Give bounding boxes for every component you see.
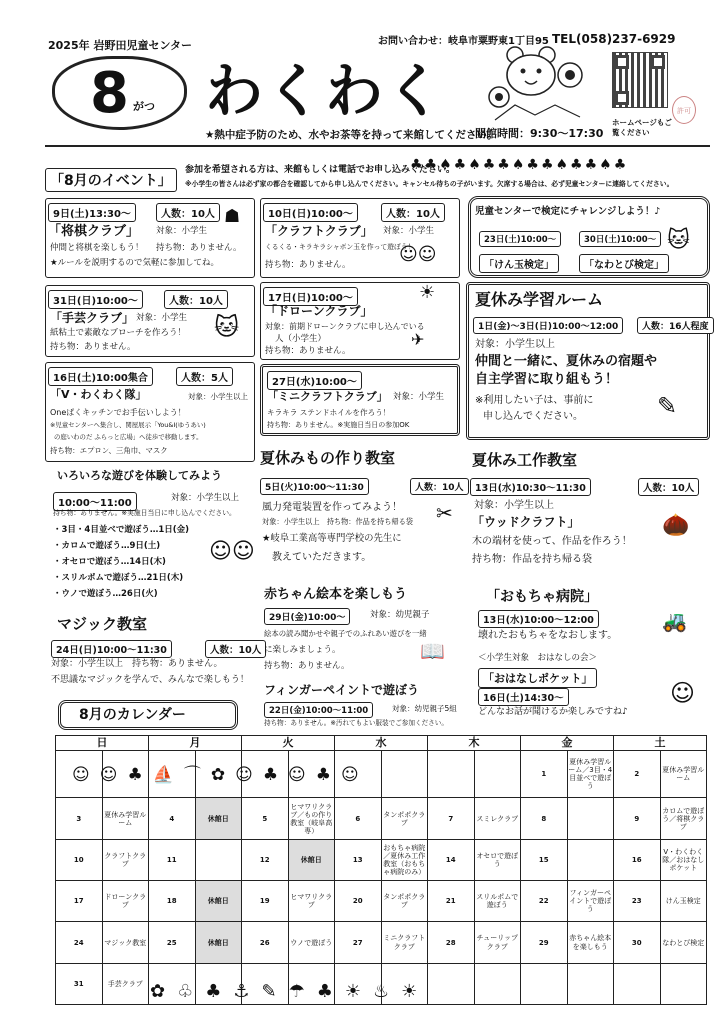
calendar-day-events: おもちゃ病院／夏休み工作教室（おもちゃ病院のみ）	[381, 839, 428, 880]
craft-date: 10日(日)10:00～	[263, 203, 358, 222]
volunteer-target: 対象：小学生以上	[188, 392, 248, 401]
skill-test-title: 児童センターで検定にチャレンジしよう！♪	[475, 206, 661, 217]
calendar-day-number: 16	[614, 839, 661, 880]
calendar-day-number: 20	[335, 881, 382, 922]
kids-playing-icon: ☺☺	[209, 539, 255, 564]
calendar-day-number	[428, 963, 475, 1004]
handcraft-line-2: 持ち物：ありません。	[50, 342, 136, 352]
calendar-day-number: 1	[521, 751, 568, 798]
play-heading: いろいろな遊びを体験してみよう	[57, 469, 222, 482]
mini-craft-title: 「ミニクラフトクラブ」	[267, 390, 388, 403]
study-room-line-1: 仲間と一緒に、夏休みの宿題や	[475, 354, 658, 369]
craft-class-card	[260, 446, 464, 576]
scissors-icon: ✂	[436, 501, 453, 525]
calendar-day-events: なわとび検定	[660, 922, 707, 963]
calendar-day-number: 30	[614, 922, 661, 963]
header-divider	[45, 145, 710, 147]
calendar-bottom-illustrations: ✿♧♣⚓✎☂♣☀♨☀	[150, 981, 430, 1002]
picture-book-card	[260, 584, 460, 680]
calendar-day-events: クラフトクラブ	[102, 839, 149, 880]
calendar-day-events: けん玉検定	[660, 881, 707, 922]
calendar-day-events	[474, 963, 521, 1004]
study-room-target: 対象：小学生以上	[475, 339, 555, 350]
shogi-capacity: 人数：10人	[156, 203, 220, 222]
study-room-line-2: 自主学習に取り組もう！	[475, 372, 619, 387]
picture-book-date: 29日(金)10:00～	[264, 608, 350, 625]
magic-line-1: 対象：小学生以上 持ち物：ありません。	[51, 659, 223, 669]
study-room-card	[466, 282, 710, 440]
calendar-day-events: ミニクラフトクラブ	[381, 922, 428, 963]
finger-paint-line-1: 持ち物：ありません。※汚れてもよい服装でご参加ください。	[264, 719, 448, 727]
calendar-day-events: 休館日	[288, 839, 335, 880]
story-pocket-title: 「おはなしポケット」	[478, 668, 597, 688]
calendar-day-events: タンポポクラブ	[381, 798, 428, 839]
handcraft-title: 「手芸クラブ」	[50, 311, 135, 325]
calendar-day-events: 休館日	[195, 798, 242, 839]
stamp-text: 許可	[677, 107, 691, 115]
calendar-day-number: 10	[56, 839, 103, 880]
play-item-1: ・3目・4目並べで遊ぼう…1日(金)	[53, 525, 190, 535]
craft-capacity: 人数：10人	[381, 203, 445, 222]
jumprope-date: 30日(土)10:00～	[579, 231, 661, 247]
weekday-mon: 月	[149, 736, 242, 751]
toy-hospital-date: 13日(水)10:00～12:00	[478, 610, 599, 628]
calendar-day-events	[474, 751, 521, 798]
play-time: 10:00～11:00	[53, 492, 137, 511]
drone-line-2: 人（小学生）	[275, 334, 327, 344]
study-room-date: 1日(金)～3日(日)10:00～12:00	[473, 317, 623, 334]
cat-face-icon: 🐱	[214, 313, 240, 341]
calendar-day-number	[428, 751, 475, 798]
toy-hospital-card	[466, 588, 710, 644]
year-center: 2025年 岩野田児童センター	[48, 39, 193, 52]
intro-line-1: 参加を希望される方は、来館もしくは電話でお申し込みください。	[185, 165, 456, 175]
calendar-day-events: V・わくわく隊／おはなしポケット	[660, 839, 707, 880]
calendar-day-events: マジック教室	[102, 922, 149, 963]
study-room-line-4: 申し込んでください。	[483, 411, 583, 422]
play-item-2: ・カロムで遊ぼう…9日(土)	[53, 541, 161, 551]
magic-heading: マジック教室	[57, 615, 148, 633]
picture-book-line-3: 持ち物：ありません。	[264, 661, 350, 671]
volunteer-title: 「V・わくわく隊」	[50, 388, 147, 401]
kids-reading-icon: ☺	[670, 679, 696, 707]
month-number: 8	[90, 61, 129, 126]
calendar-day-number: 14	[428, 839, 475, 880]
calendar-day-number: 13	[335, 839, 382, 880]
craft-class-heading: 夏休みもの作り教室	[260, 449, 396, 467]
craft-line-2: 持ち物：ありません。	[265, 260, 351, 270]
craft-class-date: 5日(火)10:00～11:30	[260, 478, 369, 495]
story-pocket-line-1: どんなお話が聞けるか楽しみですね♪	[478, 707, 628, 717]
calendar-day-number: 15	[521, 839, 568, 880]
shogi-title: 「将棋クラブ」	[48, 224, 140, 239]
intro-line-2: ※小学生の皆さんは必ず家の都合を確認してから申し込んでください。キャンセル待ちの子がいます。欠席する場合は、必ず児童センターに連絡してください。	[185, 180, 674, 188]
woodcraft-heading: 夏休み工作教室	[472, 451, 578, 469]
weekday-sun: 日	[56, 736, 149, 751]
calendar-day-events	[567, 798, 614, 839]
skill-test-card	[468, 196, 710, 278]
picture-book-target: 対象：幼児親子	[370, 610, 430, 620]
mini-craft-target: 対象：小学生	[393, 392, 445, 402]
play-item-5: ・ウノで遊ぼう…26日(火)	[53, 589, 158, 599]
craft-class-capacity: 人数：10人	[410, 478, 469, 495]
handcraft-date: 31日(日)10:00～	[48, 290, 143, 309]
calendar-day-events: 手芸クラブ	[102, 963, 149, 1004]
calendar-week-row	[56, 881, 707, 922]
calendar-day-number: 24	[56, 922, 103, 963]
newsletter-title: わくわく	[205, 57, 446, 125]
magic-line-2: 不思議なマジックを学んで、みんなで楽しもう！	[51, 675, 249, 685]
calendar-day-number	[521, 963, 568, 1004]
volunteer-line-2: ※児童センターへ集合し、関屋展示「You&I(ゆうあい)	[50, 421, 206, 429]
calendar-day-number: 28	[428, 922, 475, 963]
weekday-wed: 水	[335, 736, 428, 751]
calendar-day-events	[567, 963, 614, 1004]
contact-address: お問い合わせ：岐阜市粟野東1丁目95	[378, 36, 549, 47]
calendar-day-events: ヒマワリクラブ／もの作り教室（岐阜高専）	[288, 798, 335, 839]
magic-class-card	[45, 612, 262, 692]
handcraft-club-card	[45, 285, 255, 357]
story-pocket-date: 16日(土)14:30～	[478, 688, 569, 706]
calendar-day-events: チューリップクラブ	[474, 922, 521, 963]
picture-book-icon: 📖	[420, 639, 445, 663]
calendar-day-events: スリルポムで遊ぼう	[474, 881, 521, 922]
calendar-day-events: オセロで遊ぼう	[474, 839, 521, 880]
kendama-date: 23日(土)10:00～	[479, 231, 561, 247]
calendar-heading: 8月のカレンダー	[79, 707, 186, 723]
play-item-3: ・オセロで遊ぼう…14日(木)	[53, 557, 166, 567]
play-experience-card	[45, 468, 255, 610]
calendar-day-events: 夏休み学習ルーム	[102, 798, 149, 839]
calendar-weekday-row	[56, 736, 707, 751]
drone-club-card	[260, 282, 460, 360]
woodcraft-title: 「ウッドクラフト」	[472, 515, 580, 529]
craft-line-1: くるくる・キラキラシャボン玉を作って遊ぼう！	[265, 243, 415, 251]
calendar-day-number: 17	[56, 881, 103, 922]
story-pocket-sub: ＜小学生対象 おはなしの会＞	[478, 653, 598, 663]
shogi-target: 対象：小学生	[156, 226, 208, 236]
finger-paint-heading: フィンガーペイントで遊ぼう	[264, 683, 420, 697]
shogi-line-1: 仲間と将棋を楽しもう！	[50, 243, 144, 253]
calendar-week-row	[56, 798, 707, 839]
drone-line-3: 持ち物：ありません。	[265, 346, 351, 356]
woodcraft-card	[466, 448, 710, 578]
calendar-day-number: 19	[242, 881, 289, 922]
volunteer-capacity: 人数：5人	[176, 367, 233, 386]
calendar-day-events	[660, 963, 707, 1004]
drone-date: 17日(日)10:00～	[263, 287, 358, 306]
calendar-day-number: 21	[428, 881, 475, 922]
calendar-day-number: 3	[56, 798, 103, 839]
calendar-day-events: タンポポクラブ	[381, 881, 428, 922]
calendar-day-events: 夏休み学習ルーム／3目・4目並べで遊ぼう	[567, 751, 614, 798]
craft-class-line-1: 風力発電装置を作ってみよう！	[262, 502, 402, 513]
handcraft-capacity: 人数：10人	[164, 290, 228, 309]
toy-car-icon: 🚜	[662, 609, 687, 633]
jumprope-test-name: 「なわとび検定」	[579, 254, 669, 273]
handcraft-target: 対象：小学生	[136, 313, 188, 323]
shogi-piece-icon: ☗	[224, 206, 241, 227]
calendar-day-number: 12	[242, 839, 289, 880]
craft-class-line-2: 対象：小学生以上 持ち物：作品を持ち帰る袋	[262, 517, 413, 526]
calendar-heading-box	[58, 700, 238, 730]
calendar-day-number: 22	[521, 881, 568, 922]
weekday-sat: 土	[614, 736, 707, 751]
calendar-day-events: フィンガーペイントで遊ぼう	[567, 881, 614, 922]
finger-paint-card	[260, 684, 460, 730]
finger-paint-target: 対象：幼児親子5組	[392, 704, 457, 713]
calendar-day-number: 29	[521, 922, 568, 963]
picture-book-line-1: 絵本の読み聞かせや親子でのふれあい遊びを一緒	[264, 629, 427, 638]
weekday-thu: 木	[428, 736, 521, 751]
calendar-day-number: 7	[428, 798, 475, 839]
calendar-week-row	[56, 922, 707, 963]
tree-row-icon: ♣♣♠♣♠♣♣♠♣♣♠♣♣♠♣	[410, 157, 629, 173]
qr-code[interactable]	[612, 52, 668, 108]
toy-hospital-heading: 「おもちゃ病院」	[486, 589, 598, 605]
calendar-day-events: ヒマワリクラブ	[288, 881, 335, 922]
homepage-note: ホームページもご覧ください	[612, 118, 672, 137]
calendar-day-number	[614, 963, 661, 1004]
calendar-day-events	[195, 839, 242, 880]
handcraft-line-1: 紙粘土で素敵なブローチを作ろう！	[50, 328, 187, 338]
calendar-day-number: 2	[614, 751, 661, 798]
stamp	[672, 96, 696, 124]
phone-number: TEL(058)237-6929	[552, 32, 676, 46]
woodcraft-date: 13日(水)10:30～11:30	[470, 478, 591, 496]
volunteer-line-1: Oneぱくキッチンでお手伝いしよう！	[50, 408, 186, 417]
mini-craft-line-2: 持ち物：ありません。※実施日当日の参加OK	[267, 421, 410, 429]
shogi-club-card	[45, 198, 255, 278]
kendama-test-name: 「けん玉検定」	[479, 254, 559, 273]
mini-craft-date: 27日(水)10:00～	[267, 371, 362, 390]
weekday-tue: 火	[242, 736, 335, 751]
calendar-day-number: 8	[521, 798, 568, 839]
story-pocket-card	[466, 652, 710, 730]
cat-icon: 🐱	[667, 228, 690, 253]
calendar-day-events: 赤ちゃん絵本を楽しもう	[567, 922, 614, 963]
calendar-top-illustrations: ☺☺♣⛵⌒✿☺♣☺♣☺	[72, 765, 369, 785]
shogi-date: 9日(土)13:30～	[48, 203, 136, 222]
calendar-week-row	[56, 839, 707, 880]
picture-book-line-2: に楽しみましょう。	[264, 645, 341, 655]
volunteer-date: 16日(土)10:00集合	[48, 367, 153, 386]
calendar-day-number: 25	[149, 922, 196, 963]
toy-hospital-line-1: 壊れたおもちゃをなおします。	[478, 630, 618, 641]
calendar-day-number: 23	[614, 881, 661, 922]
calendar-day-events: 休館日	[195, 922, 242, 963]
craft-title: 「クラフトクラブ」	[265, 224, 373, 238]
acorn-icon: 🌰	[662, 513, 690, 538]
calendar-day-number: 6	[335, 798, 382, 839]
play-target: 対象：小学生以上	[171, 493, 240, 503]
study-room-line-3: ※利用したい子は、事前に	[475, 395, 594, 406]
craft-class-line-4: 教えていただきます。	[272, 552, 372, 563]
calendar-day-events: ウノで遊ぼう	[288, 922, 335, 963]
shogi-line-2: 持ち物：ありません。	[156, 243, 242, 253]
woodcraft-line-2: 持ち物：作品を持ち帰る袋	[472, 554, 592, 565]
pencil-case-icon: ✎	[657, 392, 678, 420]
calendar-day-number: 11	[149, 839, 196, 880]
calendar-day-number: 5	[242, 798, 289, 839]
calendar-day-number: 26	[242, 922, 289, 963]
picture-book-heading: 赤ちゃん絵本を楽しもう	[264, 587, 408, 602]
calendar-day-events: 休館日	[195, 881, 242, 922]
craft-class-line-3: ★岐阜工業高等専門学校の先生に	[262, 533, 402, 544]
month-badge	[52, 56, 187, 130]
notice: ★熱中症予防のため、水やお茶等を持って来館してください。	[205, 129, 498, 141]
volunteer-line-4: 持ち物：エプロン、三角巾、マスク	[50, 446, 168, 455]
craft-club-card	[260, 198, 460, 278]
calendar-day-events: ドローンクラブ	[102, 881, 149, 922]
play-item-4: ・スリルポムで遊ぼう…21日(木)	[53, 573, 184, 583]
shogi-line-3: ★ルールを説明するので気軽に参加してね。	[50, 258, 219, 268]
drone-line-1: 対象：前期ドローンクラブに申し込んでいる	[265, 322, 425, 331]
calendar-day-events: カロムで遊ぼう／将棋クラブ	[660, 798, 707, 839]
craft-target: 対象：小学生	[383, 226, 435, 236]
children-icon: ☺☺	[399, 244, 437, 265]
calendar-day-events: 夏休み学習ルーム	[660, 751, 707, 798]
calendar-day-number: 31	[56, 963, 103, 1004]
mini-craft-card	[260, 364, 460, 436]
calendar-day-number: 4	[149, 798, 196, 839]
magic-capacity: 人数：10人	[205, 640, 266, 658]
events-heading: 「8月のイベント」	[45, 168, 177, 192]
mini-craft-line-1: キラキラ ステンドホイルを作ろう！	[267, 408, 391, 417]
woodcraft-target: 対象：小学生以上	[474, 500, 554, 511]
drone-title: 「ドローンクラブ」	[265, 304, 373, 318]
play-line-1: 持ち物：ありません。※実施日当日に申し込んでください。	[53, 509, 236, 517]
weekday-fri: 金	[521, 736, 614, 751]
study-room-heading: 夏休み学習ルーム	[475, 290, 604, 309]
opening-hours: 開館時間：9:30～17:30	[475, 127, 604, 140]
calendar-day-number: 27	[335, 922, 382, 963]
calendar-day-number: 18	[149, 881, 196, 922]
calendar-day-events: スミレクラブ	[474, 798, 521, 839]
calendar-day-events	[381, 751, 428, 798]
calendar-day-events	[567, 839, 614, 880]
sun-icon: ☀	[419, 282, 436, 303]
drone-icon: ✈	[411, 330, 425, 349]
calendar-day-number: 9	[614, 798, 661, 839]
finger-paint-date: 22日(金)10:00～11:00	[264, 702, 373, 718]
volunteer-card	[45, 362, 255, 462]
woodcraft-line-1: 木の端材を使って、作品を作ろう！	[472, 536, 632, 547]
magic-date: 24日(日)10:00～11:30	[51, 640, 172, 658]
woodcraft-capacity: 人数：10人	[638, 478, 699, 496]
study-room-capacity: 人数：16人程度	[637, 317, 714, 334]
volunteer-line-3: の庭いわのだ ふらっと広場」へ徒歩で移動します。	[54, 433, 203, 441]
bear-mascot-illustration	[485, 45, 600, 123]
month-suffix: がつ	[133, 100, 155, 113]
